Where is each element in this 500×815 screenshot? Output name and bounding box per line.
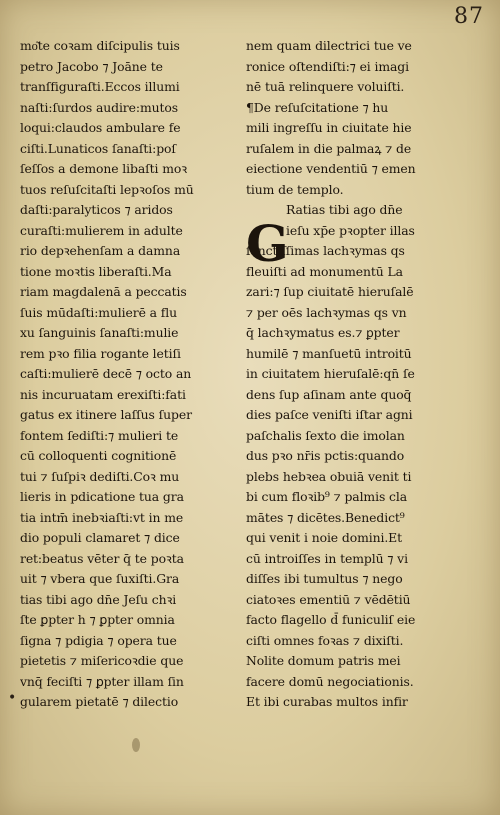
text-line: Nolite domum patris mei bbox=[246, 653, 401, 668]
text-line: loqui:claudos ambulare fe bbox=[20, 120, 181, 135]
text-line: mātes ⁊ dicētes.Benedict⁹ bbox=[246, 509, 405, 525]
text-line: pietetis ⁊ miſericoꝛdie que bbox=[20, 653, 184, 668]
text-line: gatus ex itinere laſſus ſuper bbox=[20, 407, 192, 422]
text-line: rem pꝛo filia rogante letiſi bbox=[20, 345, 181, 361]
text-line: dus pꝛo nr̄is pctis:quando bbox=[246, 448, 405, 463]
text-line: facto flagello d̄ funiculiſ eie bbox=[246, 612, 416, 627]
text-line: fontem ſediſti:⁊ mulieri te bbox=[20, 427, 179, 443]
text-line: uit ⁊ vbera que ſuxiſti.Gra bbox=[20, 571, 180, 586]
text-line: nem quam dilectrici tue ve bbox=[246, 38, 412, 53]
text-line: xu ſanguinis ſanaſti:mulie bbox=[20, 325, 179, 340]
text-line: zari:⁊ ſup ciuitatē hieruſalē bbox=[246, 284, 414, 299]
text-line: ſte ꝑpter h ⁊ ꝑpter omnia bbox=[20, 612, 175, 627]
text-line: ſanctiſſimas lachꝛymas qs bbox=[246, 243, 405, 258]
drop-capital: G bbox=[246, 214, 289, 273]
text-line: dio populi clamaret ⁊ dice bbox=[20, 530, 180, 545]
text-line: in ciuitatem hieruſalē:qn̄ ſe bbox=[246, 366, 415, 381]
text-line: facere domū negociationis. bbox=[246, 673, 414, 689]
text-line: rio depꝛehenſam a damna bbox=[20, 243, 181, 258]
text-line: fleuiſti ad monumentū La bbox=[246, 263, 403, 279]
text-line: ſigna ⁊ pdigia ⁊ opera tue bbox=[20, 632, 177, 648]
text-line: tia intm̄ inebꝛiaſti:vt in me bbox=[20, 509, 184, 525]
text-line: petro Jacobo ⁊ Joāne te bbox=[20, 58, 163, 74]
text-line: caſti:mulierē decē ⁊ octo an bbox=[20, 366, 192, 381]
text-line: cū introiſſes in templū ⁊ vi bbox=[246, 550, 408, 566]
text-line: qui venit i noie domini.Et bbox=[246, 530, 402, 545]
text-line: ret:beatus vēter q̄ te poꝛta bbox=[20, 550, 184, 566]
text-line: gularem pietatē ⁊ dilectio bbox=[20, 694, 179, 709]
text-line: ciatoꝛes ementiū ⁊ vēdētiū bbox=[246, 591, 411, 607]
text-line: lieris in pdicatione tua gra bbox=[20, 489, 184, 504]
text-line: tui ⁊ ſuſpiꝛ dediſti.Coꝛ mu bbox=[20, 468, 180, 484]
text-line: ruſalem in die palmaꝝ ⁊ de bbox=[246, 140, 412, 156]
text-line: eiectione vendentiū ⁊ emen bbox=[246, 161, 416, 176]
text-line: mili ingreſſu in ciuitate hie bbox=[246, 120, 412, 135]
text-line: nis incuruatam erexiſti:fati bbox=[20, 386, 186, 402]
text-line: ⁊ per oēs lachꝛymas qs vn bbox=[246, 304, 407, 320]
text-line: tias tibi ago dn̄e Jeſu chꝛi bbox=[20, 591, 177, 607]
text-line: ieſu xp̄e pꝛopter illas bbox=[286, 222, 415, 238]
margin-mark: • bbox=[8, 690, 17, 706]
text-line: plebs hebꝛea obuiā venit ti bbox=[246, 468, 412, 484]
text-line: bi cum floꝛib⁹ ⁊ palmis cla bbox=[246, 489, 408, 504]
text-line: ſuis mūdaſti:mulierē a flu bbox=[20, 304, 178, 320]
text-line: cū colloquenti cognitionē bbox=[20, 448, 177, 463]
text-line: mo͂te coꝛam diſcipulis tuis bbox=[20, 38, 180, 53]
text-line: diſſes ibi tumultus ⁊ nego bbox=[246, 571, 403, 586]
text-line: tranſfiguraſti.Eccos illumi bbox=[20, 79, 180, 94]
text-line: ciſti.Lunaticos ſanaſti:poſ bbox=[20, 140, 176, 156]
text-line: tium de templo. bbox=[246, 181, 344, 197]
text-line: curaſti:mulierem in adulte bbox=[20, 222, 183, 238]
text-line: humilē ⁊ manſuetū introitū bbox=[246, 345, 412, 361]
text-line: riam magdalenā a peccatis bbox=[20, 284, 187, 299]
text-line: paſchalis ſexto die imolan bbox=[246, 427, 405, 443]
text-line: ſeſſos a demone libaſti moꝛ bbox=[20, 161, 187, 176]
text-line: Ratias tibi ago dn̄e bbox=[286, 202, 403, 217]
left-column bbox=[20, 36, 242, 713]
text-line: ciſti omnes foꝛas ⁊ dixiſti. bbox=[246, 632, 404, 648]
text-line: Et ibi curabas multos infir bbox=[246, 694, 408, 709]
ink-blot bbox=[132, 738, 140, 752]
text-line: dens ſup aſinam ante quoq̄ bbox=[246, 386, 412, 402]
text-line: tuos reſuſcitaſti lepꝛoſos mū bbox=[20, 181, 194, 197]
text-line: nē tuā relinquere voluiſti. bbox=[246, 79, 405, 94]
text-line: vnq̄ feciſti ⁊ ꝑpter illam ſin bbox=[20, 673, 184, 689]
text-line: daſti:paralyticos ⁊ aridos bbox=[20, 202, 173, 217]
text-line: naſti:ſurdos audire:mutos bbox=[20, 99, 178, 115]
text-line: dies paſce veniſti iſtar agni bbox=[246, 407, 413, 422]
text-line: tione moꝛtis liberaſti.Ma bbox=[20, 263, 172, 279]
text-line: ¶De reſuſcitatione ⁊ hu bbox=[246, 99, 389, 115]
page-number: 87 bbox=[454, 4, 484, 29]
text-line: ronice oſtendiſti:⁊ ei imagi bbox=[246, 58, 409, 74]
text-line: q̄ lachꝛymatus es.⁊ ꝑpter bbox=[246, 325, 400, 340]
right-column bbox=[246, 36, 482, 713]
